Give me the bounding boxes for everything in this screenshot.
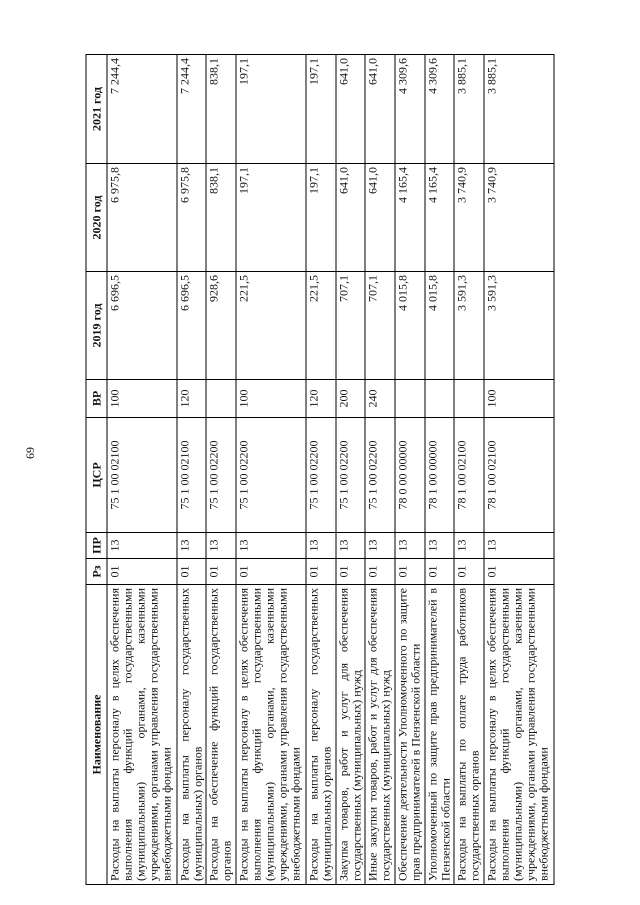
column-header: ПР bbox=[86, 533, 107, 559]
page-number: 69 bbox=[23, 447, 37, 459]
row-pr-cell: 13 bbox=[177, 533, 207, 559]
column-header: Наименование bbox=[86, 585, 107, 885]
row-pr-cell: 13 bbox=[107, 533, 177, 559]
row-csr-cell: 78 1 00 02100 bbox=[484, 418, 554, 533]
row-pr-cell: 13 bbox=[236, 533, 306, 559]
table-row bbox=[336, 55, 366, 885]
row-2021-cell: 3 885,1 bbox=[484, 55, 554, 164]
row-vr-cell: 120 bbox=[177, 380, 207, 418]
row-rz-cell: 01 bbox=[484, 559, 554, 585]
row-vr-cell: 100 bbox=[236, 380, 306, 418]
row-vr-cell bbox=[395, 380, 425, 418]
row-pr-cell: 13 bbox=[206, 533, 236, 559]
row-vr-cell: 100 bbox=[107, 380, 177, 418]
column-header: ВР bbox=[86, 380, 107, 418]
table-header-row bbox=[86, 55, 107, 885]
rotated-table-container bbox=[86, 55, 555, 885]
column-header: ЦСР bbox=[86, 418, 107, 533]
column-header: 2021 год bbox=[86, 55, 107, 164]
row-2019-cell: 3 591,3 bbox=[454, 272, 484, 380]
row-2019-cell: 707,1 bbox=[336, 272, 366, 380]
row-rz-cell: 01 bbox=[177, 559, 207, 585]
row-2020-cell: 3 740,9 bbox=[454, 164, 484, 272]
table-row bbox=[107, 55, 177, 885]
row-2020-cell: 6 975,8 bbox=[177, 164, 207, 272]
row-csr-cell: 75 1 00 02200 bbox=[206, 418, 236, 533]
row-2019-cell: 6 696,5 bbox=[177, 272, 207, 380]
row-csr-cell: 75 1 00 02200 bbox=[236, 418, 306, 533]
row-2019-cell: 221,5 bbox=[236, 272, 306, 380]
row-vr-cell bbox=[454, 380, 484, 418]
row-pr-cell: 13 bbox=[425, 533, 455, 559]
row-2019-cell: 707,1 bbox=[365, 272, 395, 380]
row-2021-cell: 641,0 bbox=[336, 55, 366, 164]
row-2020-cell: 3 740,9 bbox=[484, 164, 554, 272]
table-row bbox=[425, 55, 455, 885]
row-2020-cell: 197,1 bbox=[236, 164, 306, 272]
row-2019-cell: 6 696,5 bbox=[107, 272, 177, 380]
row-2021-cell: 4 309,6 bbox=[395, 55, 425, 164]
row-2021-cell: 7 244,4 bbox=[107, 55, 177, 164]
row-rz-cell: 01 bbox=[425, 559, 455, 585]
row-name-cell: Расходы на обеспечение функций государственных органов bbox=[206, 585, 236, 885]
row-2021-cell: 838,1 bbox=[206, 55, 236, 164]
column-header: 2019 год bbox=[86, 272, 107, 380]
column-header: 2020 год bbox=[86, 164, 107, 272]
row-name-cell: Расходы на выплаты персоналу в целях обеспечения выполнения функций государственными (муниципальными) органами, казенными учреждениями, органами управления государственными внебюджетными фондами bbox=[107, 585, 177, 885]
row-rz-cell: 01 bbox=[365, 559, 395, 585]
row-vr-cell bbox=[425, 380, 455, 418]
row-csr-cell: 75 1 00 02200 bbox=[336, 418, 366, 533]
row-rz-cell: 01 bbox=[107, 559, 177, 585]
row-name-cell: Расходы на выплаты персоналу в целях обеспечения выполнения функций государственными (муниципальными) органами, казенными учреждениями, органами управления государственными внебюджетными фондами bbox=[236, 585, 306, 885]
row-vr-cell: 240 bbox=[365, 380, 395, 418]
row-csr-cell: 78 0 00 00000 bbox=[395, 418, 425, 533]
row-pr-cell: 13 bbox=[484, 533, 554, 559]
row-pr-cell: 13 bbox=[336, 533, 366, 559]
row-name-cell: Расходы на выплаты персоналу государственных (муниципальных) органов bbox=[177, 585, 207, 885]
row-2020-cell: 4 165,4 bbox=[395, 164, 425, 272]
row-name-cell: Уполномоченный по защите прав предпринимателей в Пензенской области bbox=[425, 585, 455, 885]
row-2019-cell: 4 015,8 bbox=[425, 272, 455, 380]
row-pr-cell: 13 bbox=[306, 533, 336, 559]
row-rz-cell: 01 bbox=[395, 559, 425, 585]
table-row bbox=[177, 55, 207, 885]
row-2021-cell: 7 244,4 bbox=[177, 55, 207, 164]
table-row bbox=[206, 55, 236, 885]
row-csr-cell: 75 1 00 02200 bbox=[365, 418, 395, 533]
row-2020-cell: 4 165,4 bbox=[425, 164, 455, 272]
row-2019-cell: 221,5 bbox=[306, 272, 336, 380]
row-pr-cell: 13 bbox=[395, 533, 425, 559]
row-2020-cell: 838,1 bbox=[206, 164, 236, 272]
table-row bbox=[365, 55, 395, 885]
row-2021-cell: 3 885,1 bbox=[454, 55, 484, 164]
row-vr-cell: 120 bbox=[306, 380, 336, 418]
row-vr-cell bbox=[206, 380, 236, 418]
row-2019-cell: 928,6 bbox=[206, 272, 236, 380]
row-csr-cell: 75 1 00 02100 bbox=[177, 418, 207, 533]
row-csr-cell: 75 1 00 02200 bbox=[306, 418, 336, 533]
row-csr-cell: 75 1 00 02100 bbox=[107, 418, 177, 533]
row-vr-cell: 100 bbox=[484, 380, 554, 418]
row-2020-cell: 197,1 bbox=[306, 164, 336, 272]
row-name-cell: Иные закупки товаров, работ и услуг для обеспечения государственных (муниципальных) нужд bbox=[365, 585, 395, 885]
table-row bbox=[484, 55, 554, 885]
row-2021-cell: 197,1 bbox=[306, 55, 336, 164]
row-rz-cell: 01 bbox=[306, 559, 336, 585]
row-2021-cell: 4 309,6 bbox=[425, 55, 455, 164]
row-2020-cell: 641,0 bbox=[365, 164, 395, 272]
column-header: Рз bbox=[86, 559, 107, 585]
table-row bbox=[236, 55, 306, 885]
row-pr-cell: 13 bbox=[454, 533, 484, 559]
row-csr-cell: 78 1 00 00000 bbox=[425, 418, 455, 533]
row-name-cell: Расходы на выплаты персоналу государственных (муниципальных) органов bbox=[306, 585, 336, 885]
row-name-cell: Обеспечение деятельности Уполномоченного по защите прав предпринимателей в Пензенской области bbox=[395, 585, 425, 885]
row-2020-cell: 6 975,8 bbox=[107, 164, 177, 272]
row-2021-cell: 197,1 bbox=[236, 55, 306, 164]
row-name-cell: Расходы на выплаты по оплате труда работников государственных органов bbox=[454, 585, 484, 885]
row-2019-cell: 3 591,3 bbox=[484, 272, 554, 380]
row-rz-cell: 01 bbox=[336, 559, 366, 585]
row-rz-cell: 01 bbox=[454, 559, 484, 585]
row-vr-cell: 200 bbox=[336, 380, 366, 418]
row-name-cell: Закупка товаров, работ и услуг для обеспечения государственных (муниципальных) нужд bbox=[336, 585, 366, 885]
table-row bbox=[306, 55, 336, 885]
row-2020-cell: 641,0 bbox=[336, 164, 366, 272]
row-name-cell: Расходы на выплаты персоналу в целях обеспечения выполнения функций государственными (муниципальными) органами, казенными учреждениями, органами управления государственными внебюджетными фондами bbox=[484, 585, 554, 885]
row-2019-cell: 4 015,8 bbox=[395, 272, 425, 380]
row-csr-cell: 78 1 00 02100 bbox=[454, 418, 484, 533]
row-rz-cell: 01 bbox=[236, 559, 306, 585]
table-row bbox=[454, 55, 484, 885]
table-row bbox=[395, 55, 425, 885]
row-rz-cell: 01 bbox=[206, 559, 236, 585]
row-pr-cell: 13 bbox=[365, 533, 395, 559]
budget-table bbox=[86, 54, 555, 885]
row-2021-cell: 641,0 bbox=[365, 55, 395, 164]
